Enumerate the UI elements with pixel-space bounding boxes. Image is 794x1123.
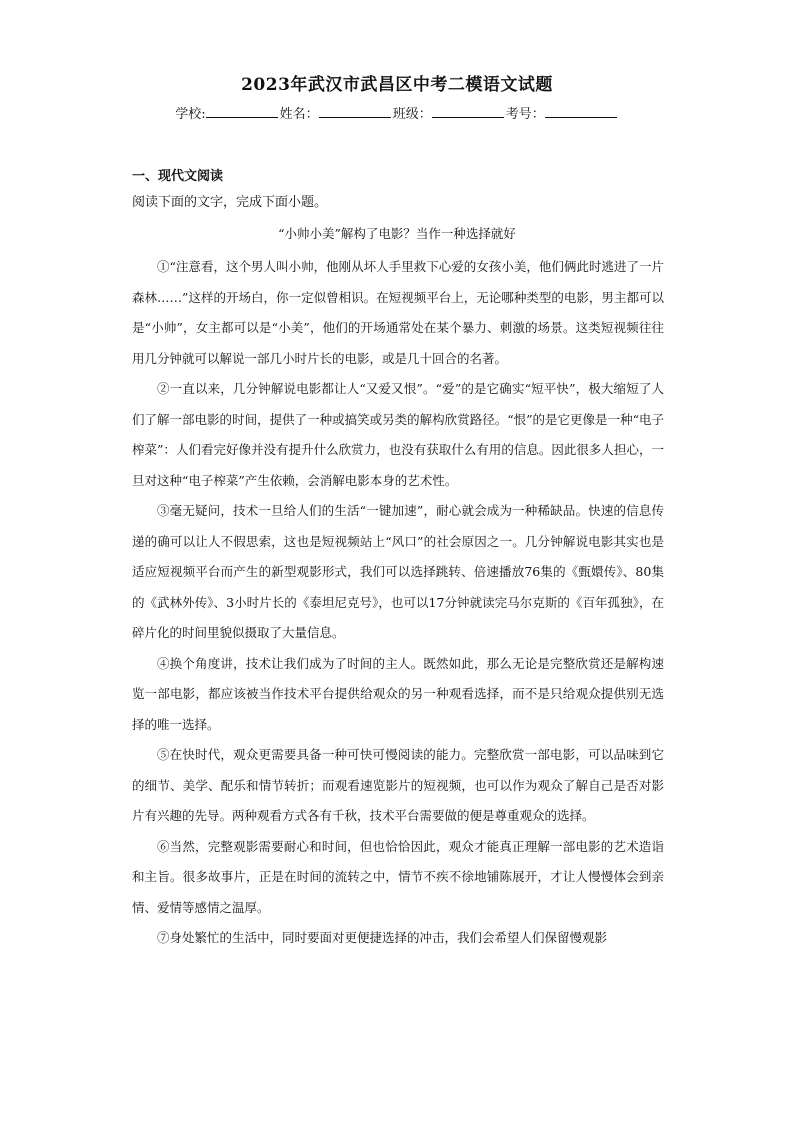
paragraph-6: ⑥当然，完整观影需要耐心和时间，但也恰恰因此，观众才能真正理解一部电影的艺术造诣和主旨。很多故事片，正是在时间的流转之中，情节不疾不徐地铺陈展开，才让人慢慢体会到亲情、爱情等感情之温厚。 (132, 838, 664, 915)
article-body (132, 252, 664, 954)
name-label: 姓名： (279, 107, 319, 122)
paragraph-4: ④换个角度讲，技术让我们成为了时间的主人。既然如此，那么无论是完整欣赏还是解构速览一部电影，都应该被当作技术平台提供给观众的另一种观看选择，而不是只给观众提供别无选择的唯一选择。 (132, 655, 664, 732)
school-blank[interactable] (206, 105, 278, 118)
name-blank[interactable] (319, 105, 391, 118)
article-title: “小帅小美”解构了电影？当作一种选择就好 (278, 226, 516, 241)
school-label: 学校: (175, 107, 206, 122)
student-info-line (0, 103, 794, 122)
exam-number-blank[interactable] (545, 105, 617, 118)
class-blank[interactable] (432, 105, 504, 118)
paragraph-5: ⑤在快时代，观众更需要具备一种可快可慢阅读的能力。完整欣赏一部电影，可以品味到它的细节、美学、配乐和情节转折；而观看速览影片的短视频，也可以作为观众了解自己是否对影片有兴趣的先导。两种观看方式各有千秋，技术平台需要做的便是尊重观众的选择。 (132, 747, 664, 823)
paragraph-3: ③毫无疑问，技术一旦给人们的生活“一键加速”，耐心就会成为一种稀缺品。快速的信息传递的确可以让人不假思索，这也是短视频站上“风口”的社会原因之一。几分钟解说电影其实也是适应短视频平台而产生的新型观影形式，我们可以选择跳转、倍速播放76集的《甄嬛传》、80集的《武林外传》、3小时片长的《泰坦尼克号》，也可以17分钟就读完马尔克斯的《百年孤独》，在碎片化的时间里貌似摄取了大量信息。 (132, 503, 664, 640)
paragraph-1: ①“注意看，这个男人叫小帅，他刚从坏人手里救下心爱的女孩小美，他们俩此时逃进了一片森林……”这样的开场白，你一定似曾相识。在短视频平台上，无论哪种类型的电影，男主都可以是“小帅”，女主都可以是“小美”，他们的开场通常处在某个暴力、刺激的场景。这类短视频往往用几分钟就可以解说一部几小时片长的电影，或是几十回合的名著。 (132, 259, 664, 366)
page-title: 2023年武汉市武昌区中考二模语文试题 (241, 75, 553, 95)
reading-instruction: 阅读下面的文字，完成下面小题。 (132, 195, 328, 210)
exam-number-label: 考号： (505, 107, 545, 122)
class-label: 班级： (392, 107, 432, 122)
paragraph-7: ⑦身处繁忙的生活中，同时要面对更便捷选择的冲击，我们会希望人们保留慢观影 (157, 930, 608, 945)
paragraph-2: ②一直以来，几分钟解说电影都让人“又爱又恨”。“爱”的是它确实“短平快”，极大缩短了人们了解一部电影的时间，提供了一种或搞笑或另类的解构欣赏路径。“恨”的是它更像是一种“电子榨菜”：人们看完好像并没有提升什么欣赏力，也没有获取什么有用的信息。因此很多人担心，一旦对这种“电子榨菜”产生依赖，会消解电影本身的艺术性。 (132, 381, 664, 488)
section-heading: 一、现代文阅读 (132, 169, 224, 184)
